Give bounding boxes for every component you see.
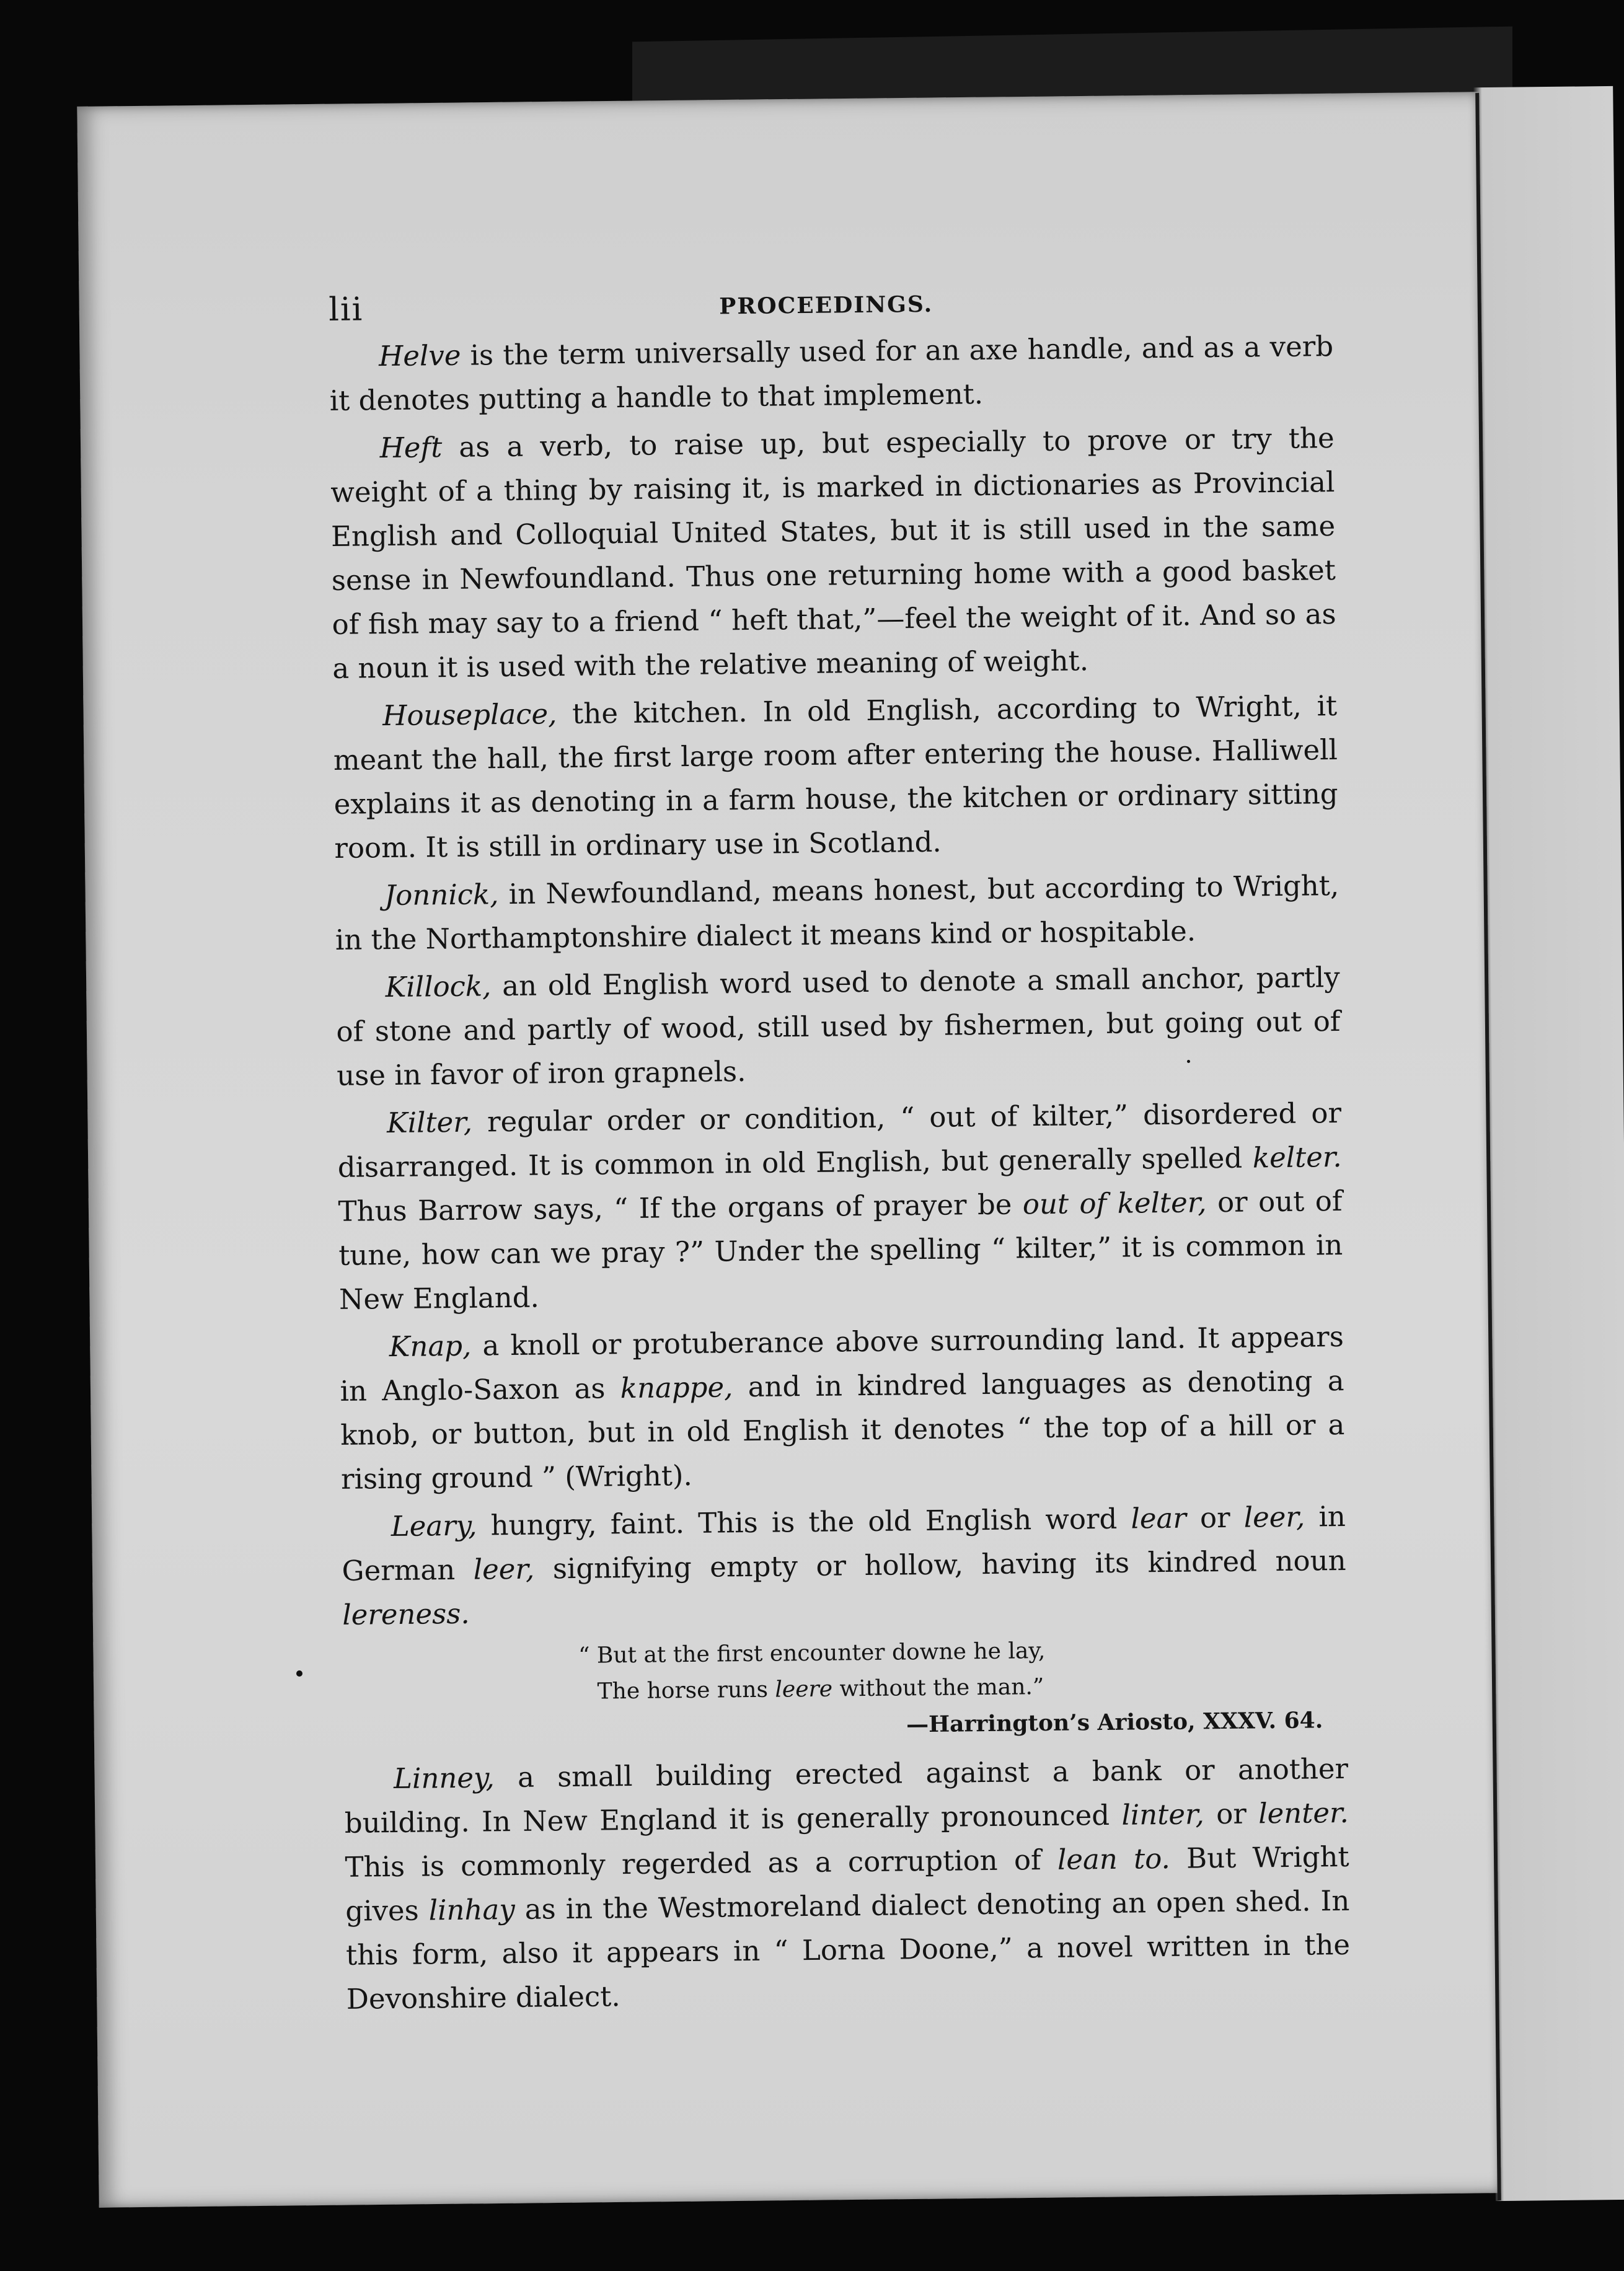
entry-italic: linhay bbox=[428, 1892, 516, 1927]
entry-heft bbox=[330, 416, 1336, 690]
entry-italic: lear bbox=[1131, 1501, 1187, 1535]
page-text-block bbox=[329, 281, 1351, 2025]
entry-term: Killock, bbox=[385, 969, 492, 1004]
entry-text: hungry, faint. This is the old English word bbox=[477, 1502, 1131, 1542]
entry-killock bbox=[335, 955, 1341, 1098]
entry-italic: leer, bbox=[1243, 1500, 1305, 1534]
entry-text: But Wright gives bbox=[345, 1840, 1349, 1928]
entry-text: or bbox=[1204, 1797, 1259, 1831]
running-title: PROCEEDINGS. bbox=[719, 291, 933, 320]
entry-text: is the term universally used for an axe handle, and as a verb it denotes putting a handle to that implement. bbox=[329, 330, 1334, 417]
entry-italic: knappe, bbox=[620, 1370, 733, 1405]
entry-italic: out of kelter, bbox=[1022, 1186, 1207, 1221]
entry-houseplace bbox=[333, 684, 1339, 870]
entry-italic: lenter. bbox=[1258, 1796, 1349, 1830]
entry-italic: lean to. bbox=[1057, 1841, 1171, 1876]
scan-speck bbox=[296, 1670, 302, 1677]
page-number: lii bbox=[329, 291, 364, 329]
entry-kilter bbox=[337, 1091, 1344, 1321]
entry-text: as in the Westmoreland dialect denoting an open shed. In this form, also it appears in “ Lorna Doone,” a novel written in the Devonshire dialect. bbox=[345, 1884, 1351, 2016]
entry-text: a small building erected against a bank or another building. In New England it is generally pronounced bbox=[344, 1752, 1349, 1840]
quote-line: “ But at the first encounter downe he lay, bbox=[578, 1638, 1046, 1669]
entry-leary bbox=[342, 1494, 1347, 1637]
entry-term: Linney, bbox=[393, 1761, 495, 1796]
entry-text: in Newfoundland, means honest, but according to Wright, in the Northamptonshire dialect it means kind or hospitable. bbox=[335, 868, 1339, 956]
entry-term: Knap, bbox=[389, 1329, 472, 1364]
quote-text: without the man.” bbox=[832, 1674, 1044, 1702]
entry-text: an old English word used to denote a small anchor, partly of stone and partly of wood, still used by fishermen, but going out of use in favor of iron grapnels. bbox=[336, 960, 1341, 1092]
verse-quotation bbox=[343, 1630, 1348, 1748]
entry-text: a knoll or protuberance above surrounding land. It appears in Anglo-Saxon as bbox=[340, 1320, 1344, 1408]
entry-italic: linter, bbox=[1121, 1797, 1205, 1832]
entry-text: and in kindred languages as denoting a knob, or button, but in old English it denotes “ the top of a hill or a rising ground ” (Wright). bbox=[340, 1364, 1345, 1496]
entry-text: signifying empty or hollow, having its kindred noun bbox=[534, 1543, 1346, 1585]
entry-jonnick bbox=[335, 863, 1339, 962]
entry-text: in German bbox=[342, 1499, 1346, 1587]
quote-italic: leere bbox=[775, 1676, 833, 1703]
quote-text: The horse runs bbox=[597, 1677, 775, 1704]
entry-term: Helve bbox=[378, 338, 461, 373]
entry-term: Heft bbox=[379, 431, 443, 465]
entry-italic: kelter. bbox=[1252, 1140, 1342, 1175]
entry-linney bbox=[344, 1747, 1351, 2021]
scan-speck bbox=[1187, 1060, 1190, 1063]
entry-term: Leary, bbox=[391, 1509, 477, 1543]
entry-text: or out of tune, how can we pray ?” Under the spelling “ kilter,” it is common in New England. bbox=[338, 1184, 1343, 1316]
entry-text: Thus Barrow says, “ If the organs of prayer be bbox=[338, 1188, 1023, 1228]
entry-knap bbox=[339, 1315, 1345, 1501]
entry-text: regular order or condition, “ out of kilter,” disordered or disarranged. It is common in old English, but generally spelled bbox=[337, 1096, 1342, 1184]
entry-italic: leer, bbox=[473, 1552, 535, 1586]
entry-term: Kilter, bbox=[386, 1105, 473, 1140]
entry-italic: lereness. bbox=[342, 1597, 470, 1631]
entry-term: Jonnick, bbox=[384, 878, 499, 912]
entry-text: or bbox=[1186, 1501, 1245, 1535]
entry-text: the kitchen. In old English, according to Wright, it meant the hall, the first large room after entering the house. Halliwell explains it as denoting in a farm house, the kitchen or ordinary sitting room. It is still in ordinary use in Scotland. bbox=[333, 689, 1338, 865]
quote-source: —Harrington’s Ariosto, XXXV. 64. bbox=[906, 1707, 1323, 1738]
entry-term: Houseplace, bbox=[382, 697, 557, 733]
entry-text: This is commonly regerded as a corruption of bbox=[345, 1843, 1058, 1884]
entry-helve bbox=[329, 324, 1334, 423]
entry-text: as a verb, to raise up, but especially to prove or try the weight of a thing by raising it, is marked in dictionaries as Provincial English and Colloquial United States, but it is still used in the same sense in Newfoundland. Thus one returning home with a good basket of fish may say to a friend “ heft that,”—feel the weight of it. And so as a noun it is used with the relative meaning of weight. bbox=[330, 421, 1336, 685]
